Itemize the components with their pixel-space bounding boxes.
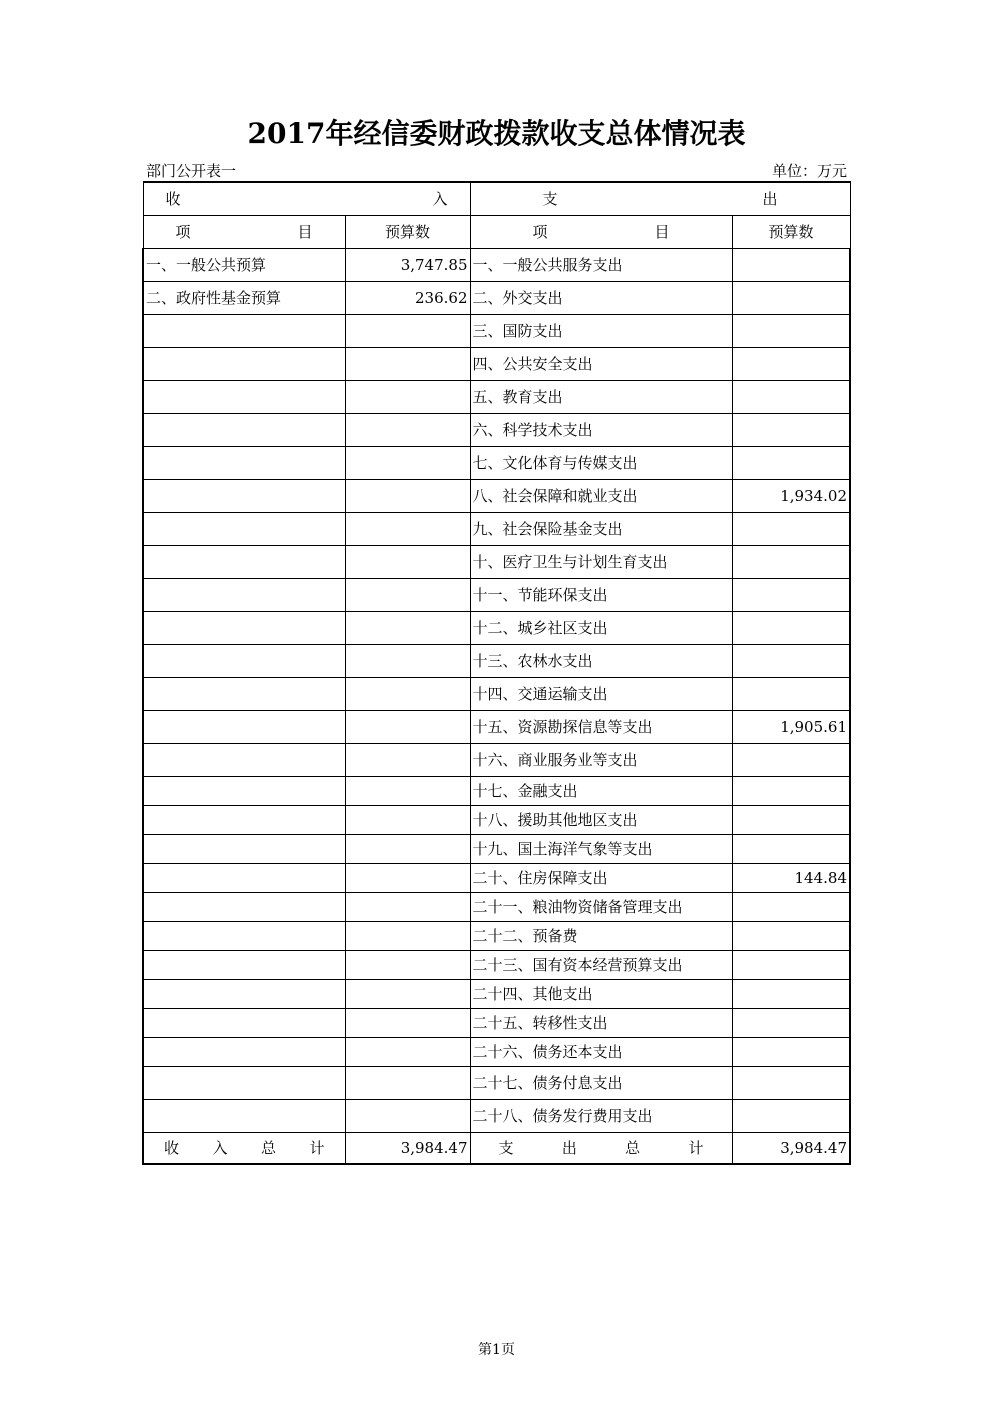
- income-item-cell: [143, 545, 345, 578]
- expense-amount-cell: [732, 1099, 850, 1132]
- income-amount-cell: [345, 380, 470, 413]
- expense-amount-cell: [732, 578, 850, 611]
- income-item-cell: [143, 950, 345, 979]
- income-item-cell: [143, 863, 345, 892]
- expense-item-cell: 五、教育支出: [470, 380, 732, 413]
- income-item-cell: [143, 710, 345, 743]
- table-row: [143, 413, 850, 446]
- income-item-header: [143, 215, 345, 248]
- income-item-cell: [143, 611, 345, 644]
- expense-amount-cell: [732, 380, 850, 413]
- table-row: [143, 834, 850, 863]
- expense-amount-cell: [732, 512, 850, 545]
- income-item-cell: [143, 479, 345, 512]
- income-item-cell: [143, 979, 345, 1008]
- income-amount-cell: [345, 1037, 470, 1066]
- income-total-amount: 3,984.47: [345, 1132, 470, 1164]
- table-row: [143, 1099, 850, 1132]
- expense-item-cell: 十六、商业服务业等支出: [470, 743, 732, 776]
- expense-amount-cell: [732, 776, 850, 805]
- expense-amount-cell: [732, 1066, 850, 1099]
- table-row: [143, 863, 850, 892]
- income-amount-cell: 3,747.85: [345, 248, 470, 281]
- table-row: [143, 1037, 850, 1066]
- expense-item-cell: 二、外交支出: [470, 281, 732, 314]
- expense-item-cell: 七、文化体育与传媒支出: [470, 446, 732, 479]
- income-amount-cell: [345, 950, 470, 979]
- expense-amount-cell: [732, 921, 850, 950]
- expense-item-cell: 二十三、国有资本经营预算支出: [470, 950, 732, 979]
- income-item-cell: [143, 314, 345, 347]
- table-label: 部门公开表一: [146, 162, 237, 180]
- expense-item-cell: 二十四、其他支出: [470, 979, 732, 1008]
- expense-item-cell: 二十五、转移性支出: [470, 1008, 732, 1037]
- expense-total-label-char: 支: [498, 1139, 514, 1158]
- table-row: [143, 545, 850, 578]
- expense-amount-cell: [732, 805, 850, 834]
- expense-item-cell: 八、社会保障和就业支出: [470, 479, 732, 512]
- income-item-cell: [143, 578, 345, 611]
- expense-amount-cell: [732, 314, 850, 347]
- expense-item-cell: 二十六、债务还本支出: [470, 1037, 732, 1066]
- expense-amount-cell: 1,905.61: [732, 710, 850, 743]
- expense-item-cell: 十二、城乡社区支出: [470, 611, 732, 644]
- income-header-char-1: 收: [165, 190, 181, 209]
- expense-amount-cell: [732, 834, 850, 863]
- expense-amount-cell: [732, 743, 850, 776]
- expense-header: [470, 182, 850, 215]
- income-item-cell: [143, 805, 345, 834]
- table-row: [143, 248, 850, 281]
- table-row: [143, 644, 850, 677]
- income-item-header-char-2: 目: [297, 223, 313, 241]
- income-amount-cell: [345, 776, 470, 805]
- income-amount-cell: 236.62: [345, 281, 470, 314]
- income-item-cell: [143, 1099, 345, 1132]
- page-number: 第1页: [478, 1342, 515, 1358]
- expense-item-cell: 三、国防支出: [470, 314, 732, 347]
- expense-header-char-1: 支: [542, 190, 558, 209]
- income-item-cell: [143, 512, 345, 545]
- expense-amount-cell: [732, 1008, 850, 1037]
- income-amount-cell: [345, 677, 470, 710]
- income-amount-cell: [345, 921, 470, 950]
- income-item-cell: [143, 743, 345, 776]
- income-amount-cell: [345, 578, 470, 611]
- expense-item-cell: 九、社会保险基金支出: [470, 512, 732, 545]
- income-total-label-char: 收: [164, 1139, 180, 1158]
- income-item-header-char-1: 项: [175, 223, 191, 241]
- income-item-cell: [143, 446, 345, 479]
- expense-amount-cell: [732, 545, 850, 578]
- income-item-cell: [143, 644, 345, 677]
- table-row: [143, 1008, 850, 1037]
- expense-total-label-char: 总: [625, 1139, 641, 1158]
- expense-amount-cell: 1,934.02: [732, 479, 850, 512]
- income-amount-cell: [345, 512, 470, 545]
- income-item-cell: [143, 921, 345, 950]
- expense-item-cell: 十四、交通运输支出: [470, 677, 732, 710]
- expense-item-cell: 十九、国土海洋气象等支出: [470, 834, 732, 863]
- income-item-cell: [143, 1008, 345, 1037]
- table-row: [143, 677, 850, 710]
- table-row: [143, 710, 850, 743]
- expense-item-cell: 四、公共安全支出: [470, 347, 732, 380]
- income-header: [143, 182, 470, 215]
- table-row: [143, 979, 850, 1008]
- expense-amount-cell: [732, 644, 850, 677]
- income-item-cell: [143, 776, 345, 805]
- expense-amount-cell: [732, 892, 850, 921]
- income-amount-cell: [345, 892, 470, 921]
- expense-amount-cell: [732, 347, 850, 380]
- expense-amount-cell: [732, 1037, 850, 1066]
- header-row-group: [143, 182, 850, 215]
- header-row-columns: [143, 215, 850, 248]
- table-row: [143, 446, 850, 479]
- income-total-label: [143, 1132, 345, 1164]
- table-row: [143, 479, 850, 512]
- income-item-cell: [143, 892, 345, 921]
- income-amount-cell: [345, 314, 470, 347]
- page-title: 2017年经信委财政拨款收支总体情况表: [247, 117, 746, 150]
- expense-amount-cell: [732, 979, 850, 1008]
- expense-item-cell: 一、一般公共服务支出: [470, 248, 732, 281]
- income-header-char-2: 入: [432, 190, 448, 209]
- expense-total-label-char: 出: [561, 1139, 577, 1158]
- income-amount-cell: [345, 1066, 470, 1099]
- expense-item-header: [470, 215, 732, 248]
- income-amount-cell: [345, 479, 470, 512]
- table-row: [143, 347, 850, 380]
- expense-total-label: [470, 1132, 732, 1164]
- expense-amount-cell: [732, 677, 850, 710]
- table-row: [143, 578, 850, 611]
- table-row: [143, 281, 850, 314]
- expense-item-header-char-1: 项: [532, 223, 548, 241]
- expense-amount-cell: [732, 950, 850, 979]
- income-amount-cell: [345, 644, 470, 677]
- expense-item-cell: 二十二、预备费: [470, 921, 732, 950]
- income-amount-cell: [345, 1099, 470, 1132]
- expense-item-cell: 十三、农林水支出: [470, 644, 732, 677]
- income-amount-cell: [345, 863, 470, 892]
- expense-amount-cell: [732, 413, 850, 446]
- expense-amount-cell: [732, 248, 850, 281]
- income-amount-cell: [345, 446, 470, 479]
- budget-table: [142, 181, 851, 1165]
- table-row: [143, 921, 850, 950]
- expense-header-char-2: 出: [762, 190, 778, 209]
- table-row: [143, 380, 850, 413]
- income-amount-cell: [345, 347, 470, 380]
- income-amount-cell: [345, 1008, 470, 1037]
- expense-item-cell: 十八、援助其他地区支出: [470, 805, 732, 834]
- expense-budget-header: 预算数: [732, 215, 850, 248]
- income-amount-cell: [345, 545, 470, 578]
- expense-amount-cell: [732, 611, 850, 644]
- expense-item-cell: 十一、节能环保支出: [470, 578, 732, 611]
- table-row: [143, 743, 850, 776]
- income-item-cell: [143, 677, 345, 710]
- table-row: [143, 611, 850, 644]
- income-item-cell: [143, 347, 345, 380]
- income-item-cell: 一、一般公共预算: [143, 248, 345, 281]
- table-row: [143, 892, 850, 921]
- expense-total-label-char: 计: [688, 1139, 704, 1158]
- expense-item-cell: 二十七、债务付息支出: [470, 1066, 732, 1099]
- income-amount-cell: [345, 743, 470, 776]
- income-item-cell: [143, 1037, 345, 1066]
- expense-total-amount: 3,984.47: [732, 1132, 850, 1164]
- table-row: [143, 805, 850, 834]
- income-budget-header: 预算数: [345, 215, 470, 248]
- expense-item-cell: 十七、金融支出: [470, 776, 732, 805]
- income-amount-cell: [345, 834, 470, 863]
- expense-item-cell: 二十、住房保障支出: [470, 863, 732, 892]
- income-amount-cell: [345, 710, 470, 743]
- income-total-label-char: 计: [309, 1139, 325, 1158]
- income-item-cell: [143, 834, 345, 863]
- income-item-cell: [143, 1066, 345, 1099]
- income-total-label-char: 入: [212, 1139, 228, 1158]
- expense-amount-cell: [732, 446, 850, 479]
- expense-amount-cell: [732, 281, 850, 314]
- table-row: [143, 776, 850, 805]
- expense-amount-cell: 144.84: [732, 863, 850, 892]
- table-row: [143, 1066, 850, 1099]
- expense-item-cell: 二十一、粮油物资储备管理支出: [470, 892, 732, 921]
- expense-item-cell: 二十八、债务发行费用支出: [470, 1099, 732, 1132]
- income-amount-cell: [345, 611, 470, 644]
- expense-item-header-char-2: 目: [654, 223, 670, 241]
- income-item-cell: [143, 413, 345, 446]
- totals-row: [143, 1132, 850, 1164]
- table-body: [143, 182, 850, 1164]
- expense-item-cell: 六、科学技术支出: [470, 413, 732, 446]
- income-item-cell: [143, 380, 345, 413]
- table-row: [143, 512, 850, 545]
- income-amount-cell: [345, 413, 470, 446]
- unit-label: 单位：万元: [771, 162, 847, 180]
- expense-item-cell: 十、医疗卫生与计划生育支出: [470, 545, 732, 578]
- table-row: [143, 950, 850, 979]
- income-item-cell: 二、政府性基金预算: [143, 281, 345, 314]
- income-amount-cell: [345, 979, 470, 1008]
- income-amount-cell: [345, 805, 470, 834]
- income-total-label-char: 总: [260, 1139, 276, 1158]
- expense-item-cell: 十五、资源勘探信息等支出: [470, 710, 732, 743]
- table-row: [143, 314, 850, 347]
